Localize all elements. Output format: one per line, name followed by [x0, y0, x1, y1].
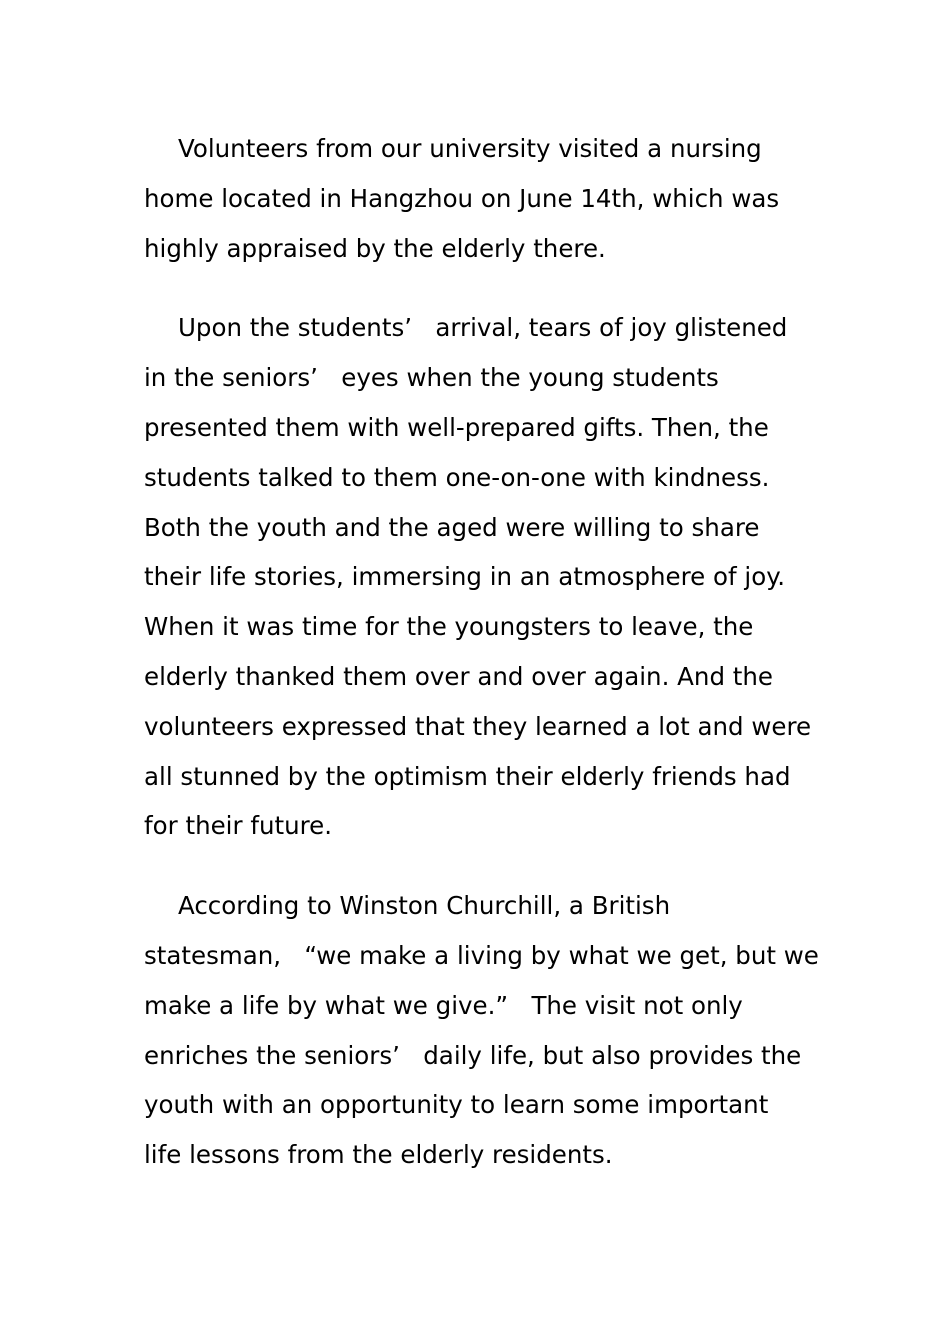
paragraph-line: highly appraised by the elderly there.: [144, 233, 606, 263]
paragraph-line: enriches the seniors’ daily life, but also provides the: [144, 1040, 802, 1070]
paragraph-2: [144, 303, 812, 851]
paragraph-1: [144, 124, 809, 273]
paragraph-3: [144, 881, 819, 1180]
paragraph-line: their life stories, immersing in an atmosphere of joy.: [144, 562, 785, 592]
paragraph-line: for their future.: [144, 811, 333, 841]
paragraph-line: Upon the students’ arrival, tears of joy glistened: [178, 313, 788, 343]
paragraph-line: youth with an opportunity to learn some important: [144, 1090, 769, 1120]
paragraph-line: presented them with well-prepared gifts. Then, the: [144, 412, 769, 442]
paragraph-line: students talked to them one-on-one with kindness.: [144, 462, 770, 492]
paragraph-line: Volunteers from our university visited a nursing: [178, 134, 762, 163]
paragraph-line: home located in Hangzhou on June 14th, which was: [144, 183, 780, 213]
paragraph-line: make a life by what we give.” The visit not only: [144, 990, 743, 1020]
paragraph-line: elderly thanked them over and over again. And the: [144, 661, 773, 691]
paragraph-line: volunteers expressed that they learned a lot and were: [144, 711, 812, 741]
paragraph-line: Both the youth and the aged were willing to share: [144, 512, 760, 542]
article-body: [144, 124, 819, 1180]
paragraph-line: statesman, “we make a living by what we get, but we: [144, 940, 819, 970]
paragraph-line: in the seniors’ eyes when the young students: [144, 363, 719, 393]
paragraph-line: When it was time for the youngsters to leave, the: [144, 612, 754, 642]
paragraph-line: life lessons from the elderly residents.: [144, 1140, 613, 1170]
paragraph-line: According to Winston Churchill, a British: [178, 891, 671, 921]
paragraph-line: all stunned by the optimism their elderly friends had: [144, 761, 791, 791]
